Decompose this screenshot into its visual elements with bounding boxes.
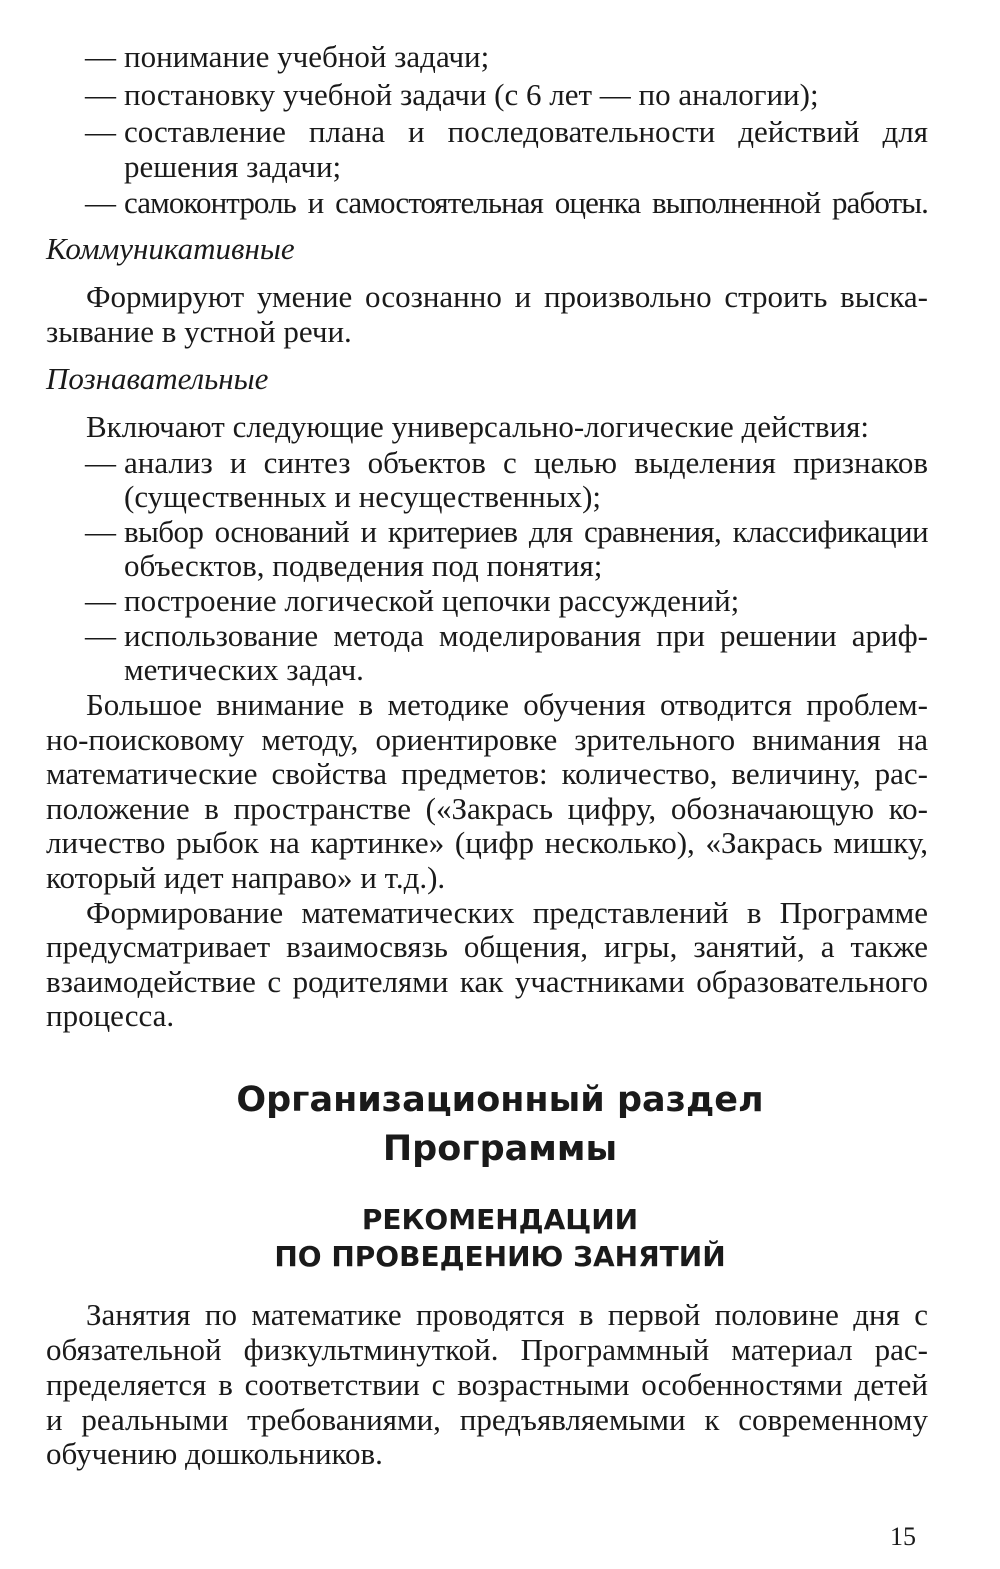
subsection-heading: ПО ПРОВЕДЕНИЮ ЗАНЯТИЙ (274, 1240, 726, 1273)
section-title-cognitive: Познавательные (46, 361, 269, 396)
section-heading: Программы (382, 1129, 618, 1169)
book-page: — понимание учебной задачи; — постановку учебной задачи (с 6 лет — по аналогии); — составление плана и последовательности действий для решения задачи; — самоконтроль и самостоятельная оценка выполненной работы. Коммуникативные Формируют умение осознанно и произвольно строить выска- зывание в устной речи. Познавательные Включают следующие универсально-логические действия: — анализ и синтез объектов с целью выделения признаков (существенных и несущественных); — выбор оснований и критериев для сравнения, классификации объесктов, подведения под понятия; — построение логической цепочки рассуждений; — использование метода моделирования при решении ариф- метических задач. Большое внимание в методике обучения отводится проблем- но-поисковому методу, ориентировке зрительного внимания на математические свойства предметов: количество, величину, рас- положение в пространстве («Закрась цифру, обозначающую ко- личество рыбок на картинке» (цифр несколько), «Закрась мишку, который идет направо» и т.д.). Формирование математических представлений в Программе предусматривает взаимосвязь общения, игры, занятий, а также взаимодействие с родителями как участниками образовательного процесса. Организационный раздел Программы РЕКОМЕНДАЦИИ ПО ПРОВЕДЕНИЮ ЗАНЯТИЙ Занятия по математике проводятся в первой половине дня с обязательной физкультминуткой. Программный материал рас- пределяется в соответствии с возрастными особенностями детей и реальными требованиями, предъявляемыми к современному обучению дошкольников. 15 (0, 0, 1000, 1569)
page-number: 15 (890, 1522, 916, 1551)
section-title-communicative: Коммуникативные (46, 231, 295, 266)
subsection-heading: РЕКОМЕНДАЦИИ (361, 1203, 639, 1236)
section-heading: Организационный раздел (236, 1080, 764, 1120)
